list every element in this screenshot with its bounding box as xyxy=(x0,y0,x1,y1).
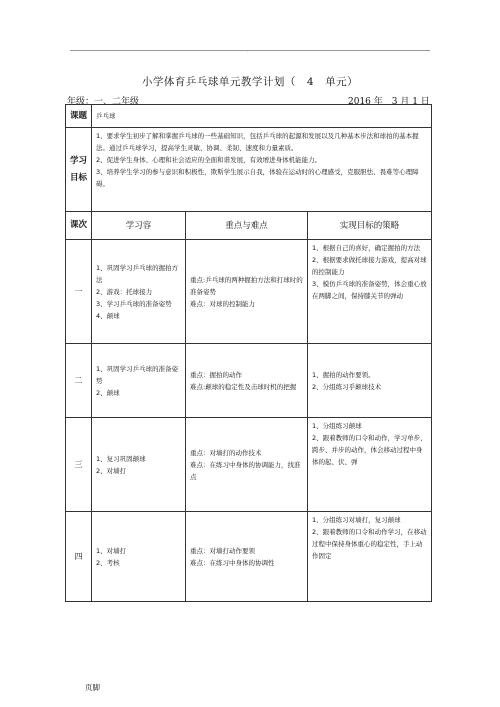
col-key: 重点与难点 xyxy=(186,212,308,240)
table-row xyxy=(66,512,432,602)
lesson-key: 重点:乒乓球的两种握拍方法和打球时的准备姿势 难点：对球的控制能力 xyxy=(186,240,308,344)
col-content: 学习容 xyxy=(92,212,186,240)
grade-label: 年级：一、二年级 xyxy=(67,97,140,107)
header-rule xyxy=(70,50,430,51)
table-row xyxy=(66,240,432,344)
lesson-number: 一 xyxy=(66,240,92,344)
plan-table xyxy=(65,104,432,602)
lesson-key: 重点：握拍的动作 难点:颠球的稳定性及击球时机的把握 xyxy=(186,344,308,418)
page-title: 小学体育乒乓球单元教学计划（ 4 单元） xyxy=(141,76,359,88)
table-row xyxy=(66,344,432,418)
column-header-row xyxy=(66,212,432,240)
goals-label: 学习目标 xyxy=(66,128,92,212)
topic-label: 课题 xyxy=(66,105,92,128)
goals-row xyxy=(66,128,432,212)
lesson-content: 1、巩固学习乒乓球的准备姿势 2、颠球 xyxy=(92,344,186,418)
goal-item: 2、促进学生身体、心理和社会适应的全面和谐发展，有效增进身体机能能力。 xyxy=(96,156,322,164)
topic-value: 乒乓球 xyxy=(92,105,432,128)
table-row xyxy=(66,418,432,512)
goal-item: 3、培养学生学习的参与意识和积极性，欺斯学生展示自我，体验在运动时的心理感受，克服胆怯、畏难等心理障碍。 xyxy=(96,168,419,188)
lesson-number: 二 xyxy=(66,344,92,418)
col-lesson: 课次 xyxy=(66,212,92,240)
lesson-number: 三 xyxy=(66,418,92,512)
date-label: 2016 年 3 月 1 日 xyxy=(348,97,430,107)
lesson-content: 1、复习巩固颠球 2、对墙打 xyxy=(92,418,186,512)
lesson-strategy: 1、分组练习对墙打，复习颠球 2、跟着教师的口令和动作学习，在移动过程中保持身体重心的稳定性，手上动作固定 xyxy=(308,512,432,602)
lesson-key: 重点：对墙打的动作技术 难点：在练习中身体的协调能力，找准点 xyxy=(186,418,308,512)
lesson-number: 四 xyxy=(66,512,92,602)
page-footer: 页脚 xyxy=(85,683,100,692)
lesson-strategy: 1、握拍的动作要领。 2、分组练习乎颠球技术 xyxy=(308,344,432,418)
goals-cell xyxy=(92,128,432,212)
topic-row xyxy=(66,105,432,128)
lesson-strategy: 1、分组练习颠球 2、跟着教师的口令和动作，学习单步、跨步、并步的动作，体会移动过程中身体的起、伏、弹 xyxy=(308,418,432,512)
lesson-content: 1、巩固学习乒乓球的握拍方法 2、游戏：托球接力 3、学习乒乓球的准备姿势 4、颠球 xyxy=(92,240,186,344)
lesson-strategy: 1、根据自己的喜好，确定握拍的方法 2、根据要求做托球接力游戏，提高对球的控制能力 3、模仿乒乓球的准备姿势，体会重心放在两脚之间，保持膝关节的弹动 xyxy=(308,240,432,344)
header-mark: 、 xyxy=(246,46,253,53)
lesson-content: 1、对墙打 2、考核 xyxy=(92,512,186,602)
goal-item: 1、要求学生初步了解和掌握乒乓球的一些基础知识，包括乒乓球的起源和发展以及几种基本步法和球拍的基本握法。通过乒乓球学习，提高学生灵敏、协调、柔韧、速度和力量素质。 xyxy=(96,132,419,152)
lesson-key: 重点：对墙打动作要领 难点：在练习中身体的协调性 xyxy=(186,512,308,602)
col-strategy: 实现目标的策略 xyxy=(308,212,432,240)
